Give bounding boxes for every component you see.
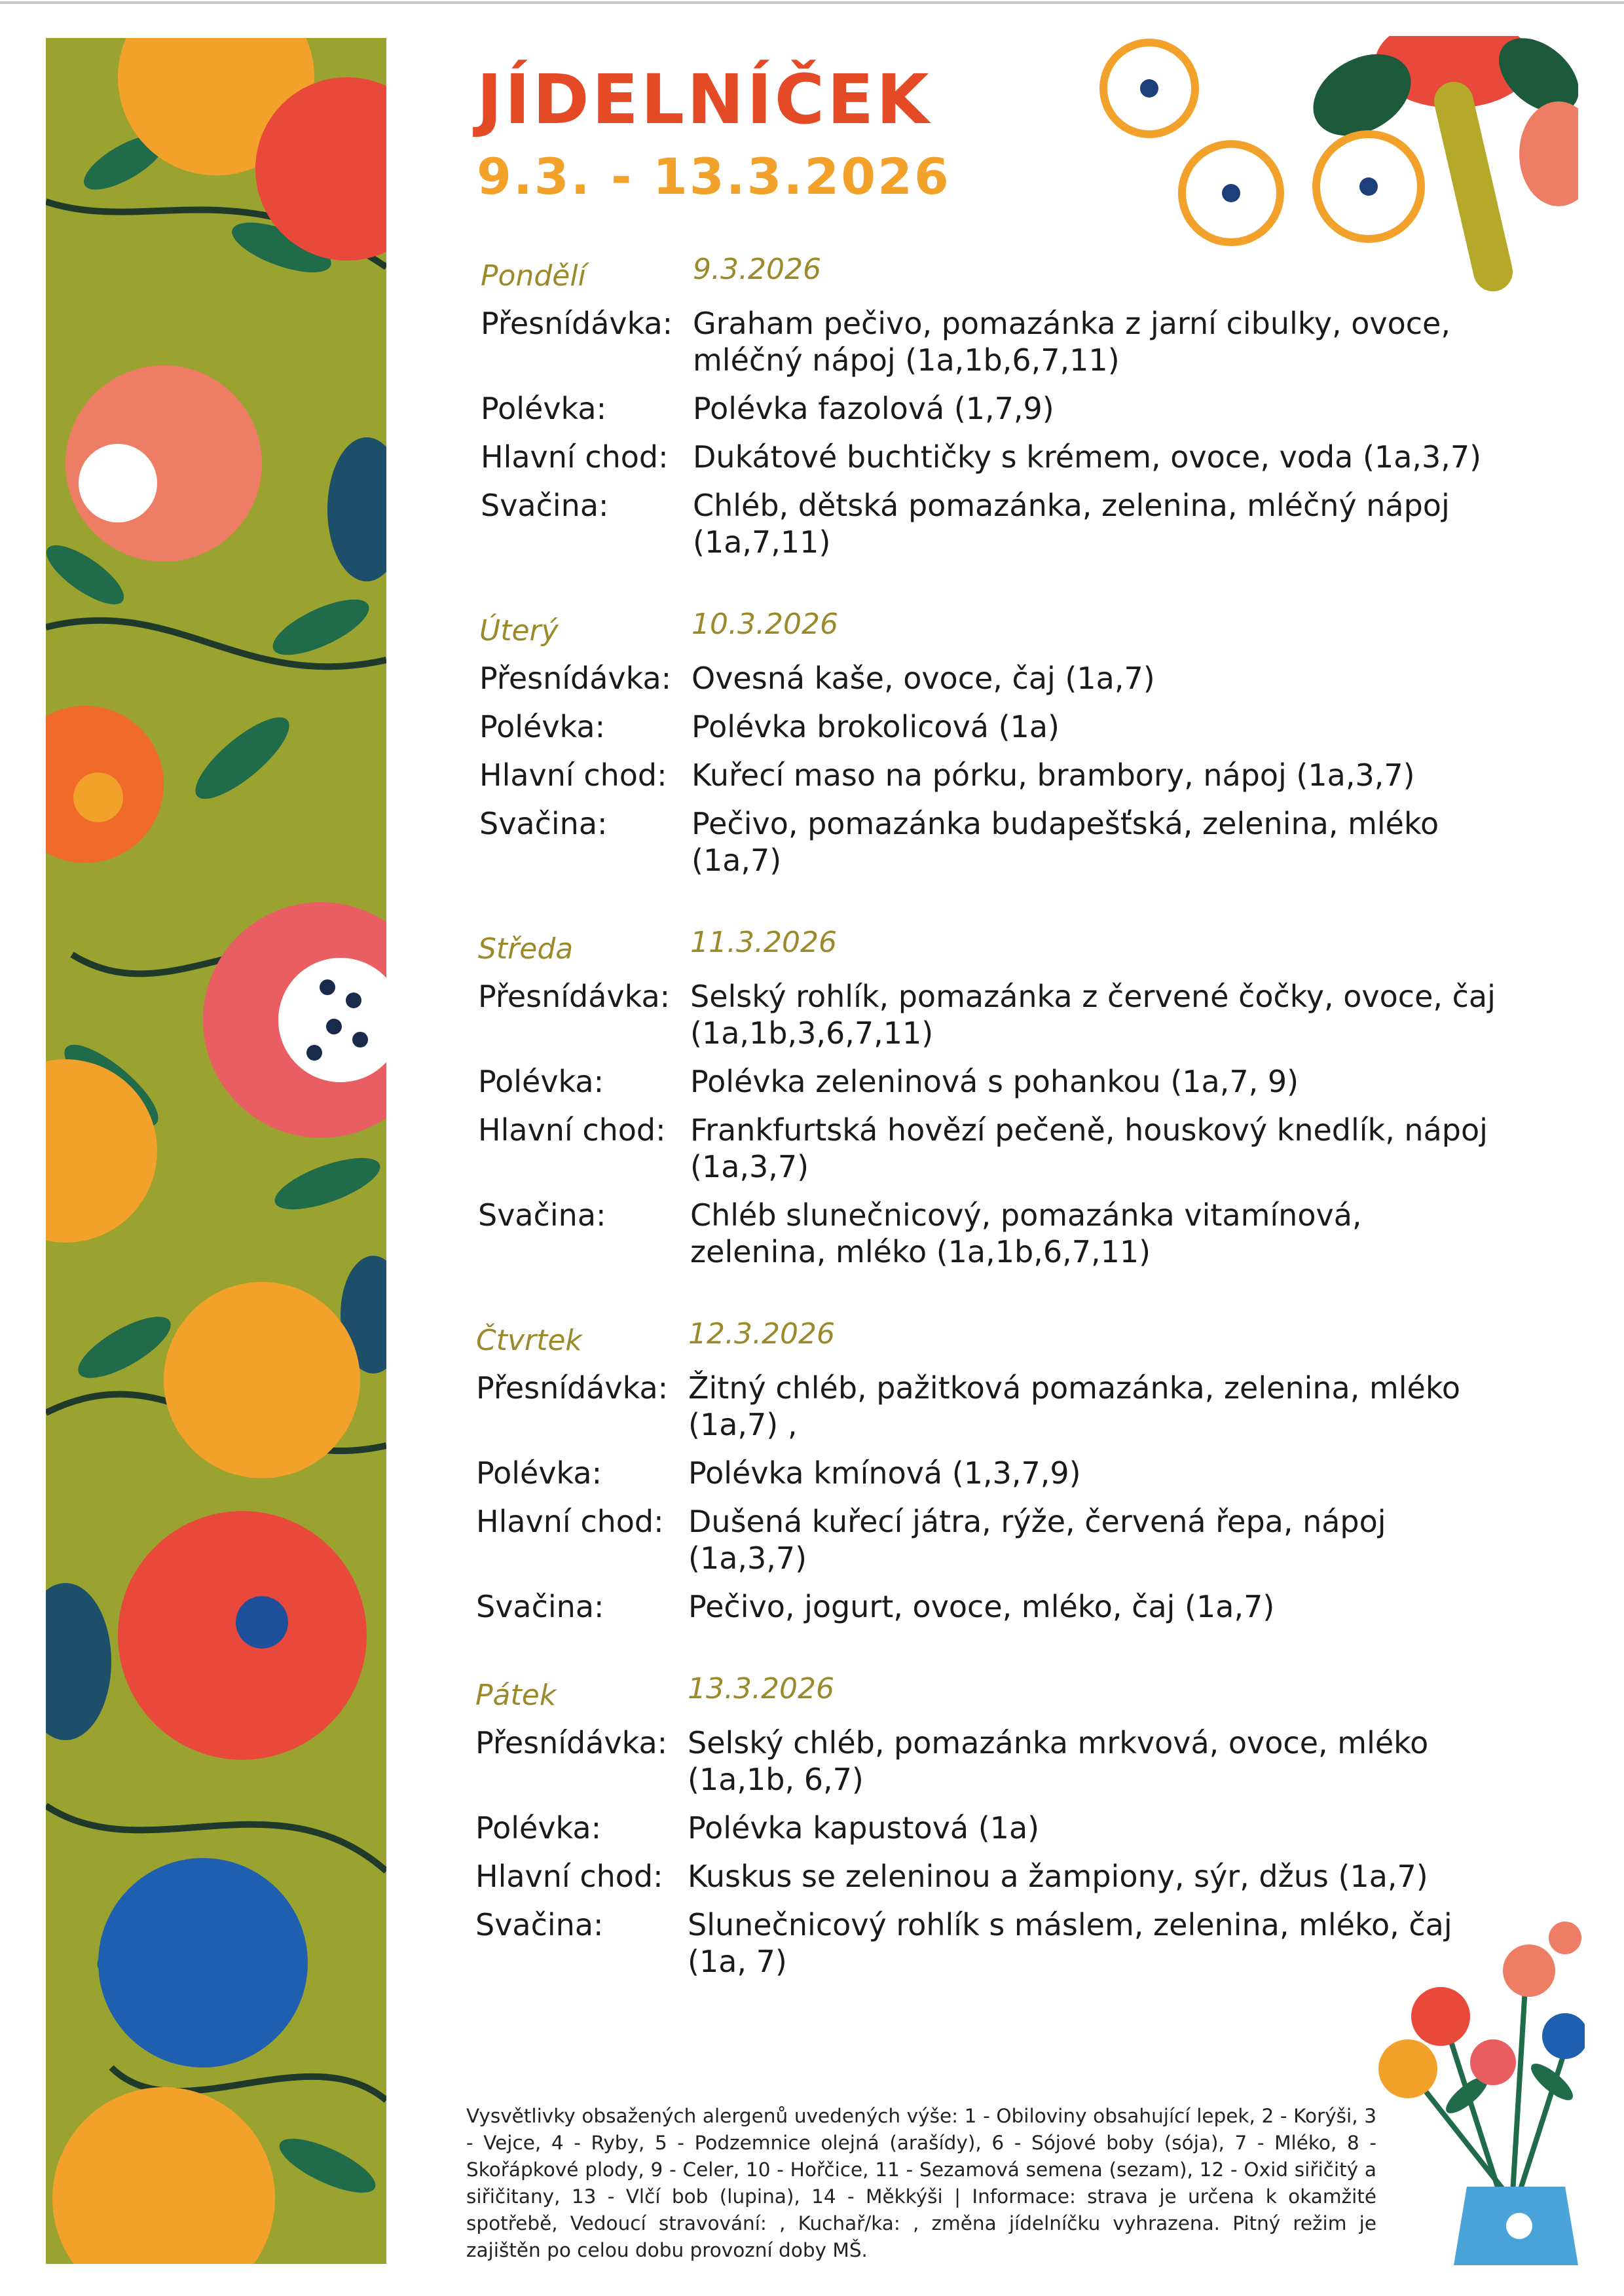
meal-description: Pečivo, pomazánka budapešťská, zelenina, mléko (1a,7) [692,806,1439,878]
meal-label: Hlavní chod: [478,1112,666,1148]
allergens-note: Vysvětlivky obsažených alergenů uvedených výše: 1 - Obiloviny obsahující lepek, 2 - Korýši, 3 - Vejce, 4 - Ryby, 5 - Podzemnice olejná (arašídy), 6 - Sójové boby (sója), 7 - Mléko, 8 - Skořápkové plody, 9 - Celer, 10 - Hořčice, 11 - Sezamová semena (sezam), 12 - Oxid siřičitý a siřičitany, 13 - Vlčí bob (lupina), 14 - Měkkýši | Informace: strava je určena k okamžité spotřebě, Vedoucí stravování: , Kuchař/ka: , změna jídelníčku vyhrazena. Pitný režim je zajištěn po celou dobu provozní doby MŠ. [466,2105,1376,2261]
day-date: 13.3.2026 [688,1672,834,1705]
meal-row-soup [478,1063,1604,1100]
meal-label: Přesnídávka: [479,661,672,696]
floral-border-decoration [46,38,386,2264]
meal-description: Slunečnicový rohlík s máslem, zelenina, mléko, čaj (1a, 7) [688,1907,1452,1979]
meal-row-snack [481,487,1607,560]
meal-label: Hlavní chod: [475,1859,663,1894]
meal-row-breakfast [475,1724,1602,1798]
meal-row-breakfast [476,1370,1602,1443]
meal-description: Chléb slunečnicový, pomazánka vitamínová, zelenina, mléko (1a,1b,6,7,11) [690,1197,1362,1269]
day-date: 9.3.2026 [693,253,821,286]
meal-description: Dušená kuřecí játra, rýže, červená řepa, nápoj (1a,3,7) [688,1504,1386,1576]
meal-description: Selský chléb, pomazánka mrkvová, ovoce, mléko (1a,1b, 6,7) [688,1725,1429,1797]
scan-edge [0,1,1624,4]
meal-label: Hlavní chod: [479,757,667,793]
meal-label: Svačina: [481,488,609,523]
meal-description: Dukátové buchtičky s krémem, ovoce, voda (1a,3,7) [693,439,1482,475]
meal-description: Kuřecí maso na pórku, brambory, nápoj (1a,3,7) [692,757,1415,793]
meal-row-breakfast [478,978,1604,1051]
meal-description: Frankfurtská hovězí pečeně, houskový knedlík, nápoj (1a,3,7) [690,1112,1488,1184]
day-name: Pátek [475,1679,557,1712]
meal-row-soup [475,1810,1602,1846]
meal-label: Polévka: [476,1455,602,1491]
meal-label: Polévka: [478,1064,604,1099]
meal-label: Polévka: [481,391,607,426]
meal-label: Svačina: [479,806,608,841]
meal-row-main [479,757,1606,793]
meal-description: Selský rohlík, pomazánka z červené čočky, ovoce, čaj (1a,1b,3,6,7,11) [690,979,1496,1051]
meal-row-breakfast [479,660,1606,697]
day-section-thursday [476,1317,1602,1637]
meal-description: Polévka brokolicová (1a) [692,709,1060,744]
day-section-monday [481,253,1607,572]
meal-label: Přesnídávka: [476,1370,669,1406]
meal-description: Kuskus se zeleninou a žampiony, sýr, džus (1a,7) [688,1859,1428,1894]
meal-row-snack [479,805,1606,879]
meal-row-main [481,439,1607,475]
meal-description: Polévka fazolová (1,7,9) [693,391,1054,426]
meal-row-main [476,1503,1602,1576]
meal-row-breakfast [481,305,1607,378]
meal-label: Svačina: [476,1589,604,1624]
meal-description: Polévka zeleninová s pohankou (1a,7, 9) [690,1064,1299,1099]
meal-row-soup [479,708,1606,745]
meal-row-main [475,1858,1602,1895]
meal-row-soup [476,1455,1602,1491]
day-date: 10.3.2026 [692,608,838,641]
day-date: 12.3.2026 [688,1317,835,1351]
meal-row-snack [478,1197,1604,1270]
meal-label: Polévka: [475,1810,602,1846]
week-range: 9.3. - 13.3.2026 [477,147,951,206]
meal-row-soup [481,390,1607,427]
day-date: 11.3.2026 [690,926,837,959]
meal-row-main [478,1112,1604,1185]
meal-label: Svačina: [475,1907,604,1942]
meal-label: Přesnídávka: [478,979,671,1014]
day-section-wednesday [478,926,1604,1282]
meal-description: Chléb, dětská pomazánka, zelenina, mléčný nápoj (1a,7,11) [693,488,1450,560]
meal-description: Ovesná kaše, ovoce, čaj (1a,7) [692,661,1155,696]
day-name: Čtvrtek [476,1324,582,1357]
meal-label: Hlavní chod: [476,1504,664,1539]
day-name: Pondělí [481,259,586,293]
day-section-tuesday [479,608,1606,890]
day-section-friday [475,1672,1602,1992]
meal-label: Přesnídávka: [475,1725,668,1760]
day-name: Středa [478,932,574,966]
meal-description: Polévka kmínová (1,3,7,9) [688,1455,1081,1491]
floral-border-illustration [46,38,386,2264]
meal-label: Polévka: [479,709,606,744]
meal-label: Svačina: [478,1197,606,1233]
meal-row-snack [476,1588,1602,1625]
meal-description: Polévka kapustová (1a) [688,1810,1040,1846]
meal-description: Žitný chléb, pažitková pomazánka, zelenina, mléko (1a,7) , [688,1370,1460,1442]
day-name: Úterý [479,614,559,647]
meal-row-snack [475,1906,1602,1980]
meal-label: Přesnídávka: [481,306,673,341]
meal-label: Hlavní chod: [481,439,669,475]
page-title: JÍDELNÍČEK [477,60,932,139]
meal-description: Pečivo, jogurt, ovoce, mléko, čaj (1a,7) [688,1589,1275,1624]
meal-description: Graham pečivo, pomazánka z jarní cibulky, ovoce, mléčný nápoj (1a,1b,6,7,11) [693,306,1450,378]
